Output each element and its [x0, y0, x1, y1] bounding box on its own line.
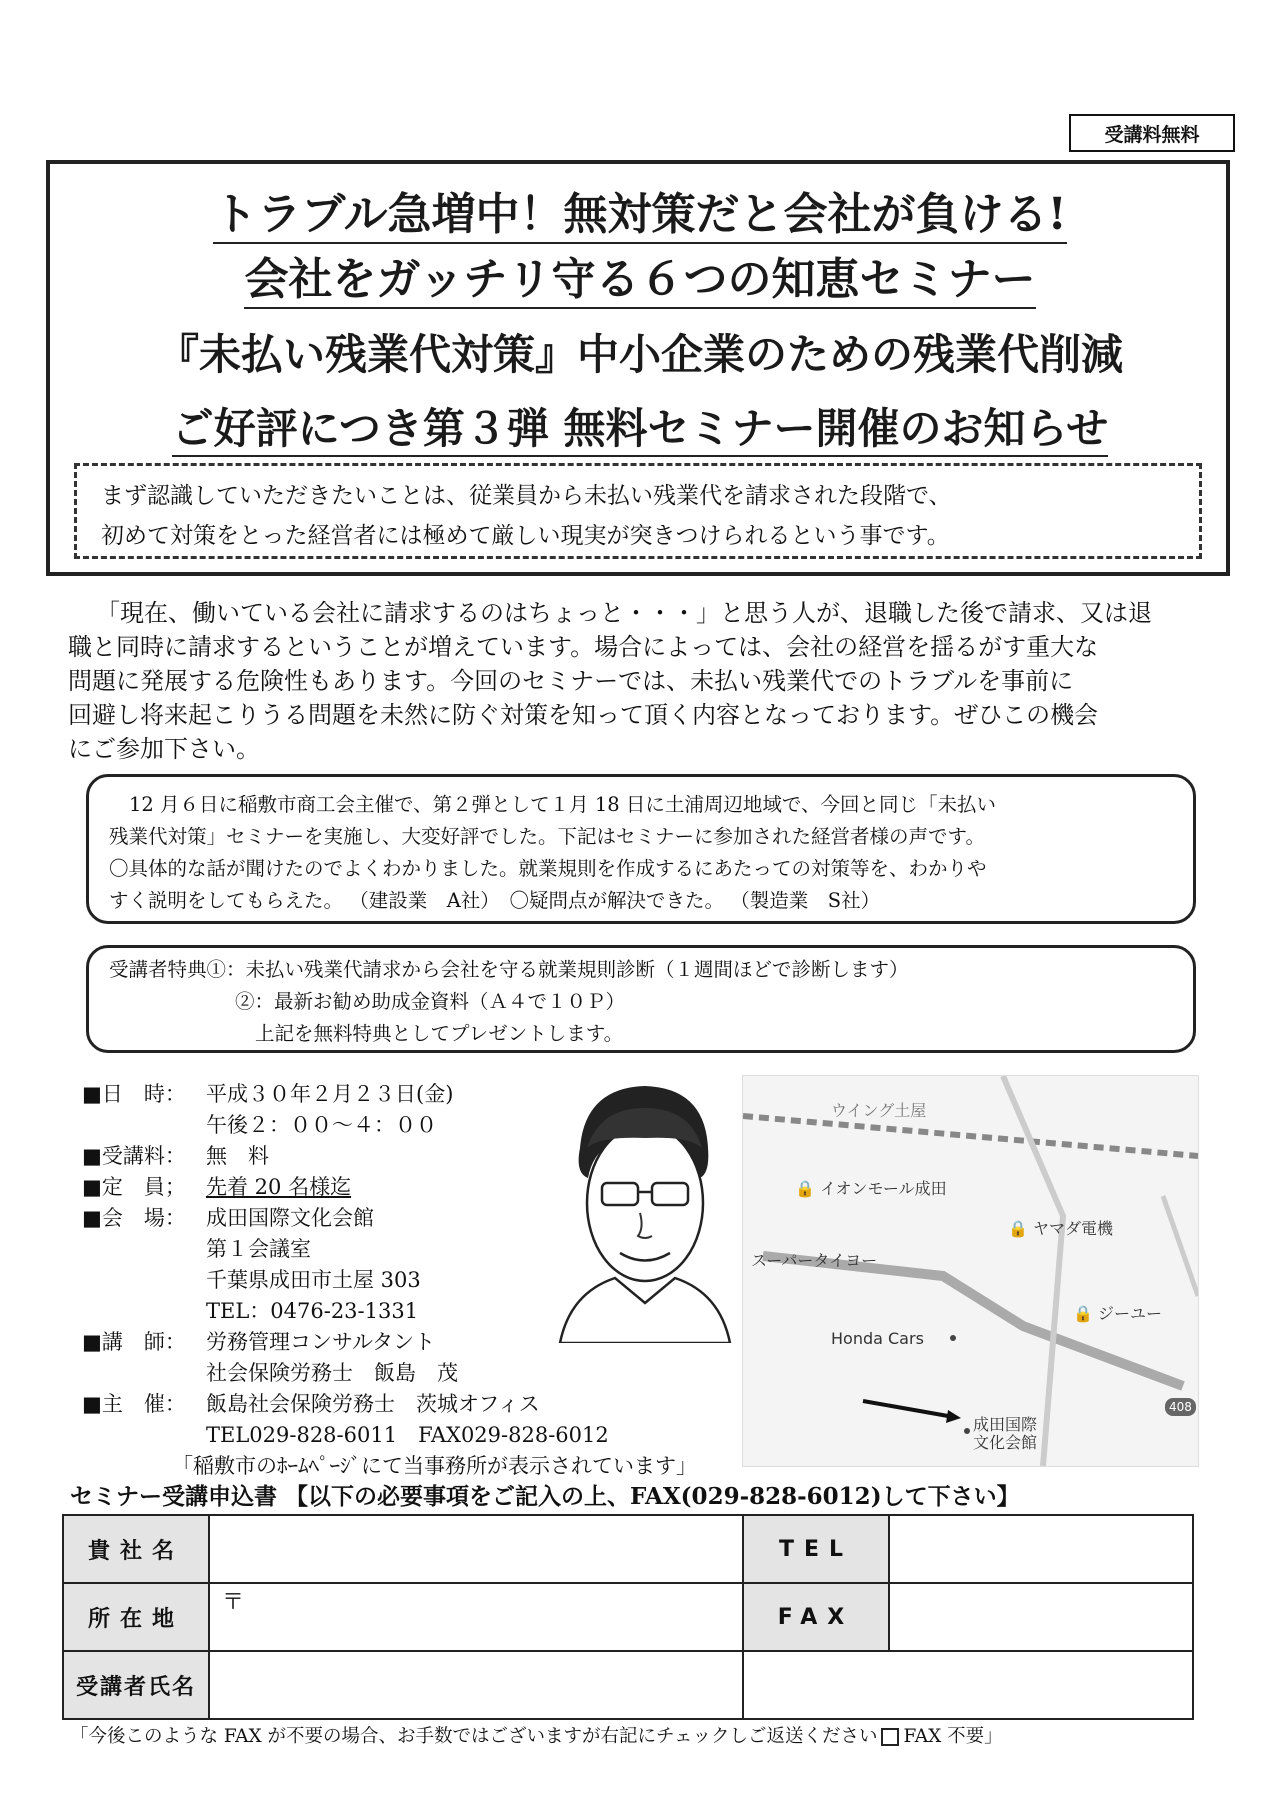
intro-line-2: 職と同時に請求するということが増えています。場合によっては、会社の経営を揺るがす重大な [68, 633, 1099, 661]
intro-line-3: 問題に発展する危険性もあります。今回のセミナーでは、未払い残業代でのトラブルを事前に [68, 667, 1074, 695]
host-contact: TEL029-828-6011 FAX029-828-6012 [206, 1423, 609, 1447]
host-name: 飯島社会保険労務士 茨城オフィス [206, 1392, 540, 1416]
title-line-1: トラブル急増中！無対策だと会社が負ける! [60, 178, 1220, 242]
capacity-label: ■定 員； [82, 1175, 186, 1199]
fee-value: 無 料 [206, 1144, 269, 1168]
notice-line-2: 初めて対策をとった経営者には極めて厳しい現実が突きつけられるという事です。 [101, 523, 950, 549]
time-value: 午後２：００～４：００ [206, 1113, 437, 1137]
intro-line-5: にご参加下さい。 [68, 735, 260, 763]
lock-icon: 🔒 [1073, 1304, 1093, 1323]
application-form [62, 1514, 1194, 1720]
fee-label: ■受講料： [82, 1144, 186, 1168]
intro-line-1: 「現在、働いている会社に請求するのはちょっと・・・」と思う人が、退職した後で請求、又は退 [96, 599, 1152, 627]
venue-map [742, 1075, 1199, 1467]
venue-label: ■会 場： [82, 1206, 186, 1230]
free-fee-badge: 受講料無料 [1069, 114, 1235, 152]
lecturer-title: 労務管理コンサルタント [206, 1330, 436, 1354]
map-label-venue: 成田国際 文化会館 [973, 1415, 1038, 1452]
notice-line-1: まず認識していただきたいことは、従業員から未払い残業代を請求された段階で、 [101, 483, 952, 509]
fax-unneeded-checkbox[interactable] [881, 1728, 899, 1746]
title-line-3: 『未払い残業代対策』中小企業のための残業代削減 [156, 330, 1123, 379]
tel-label: TEL [743, 1515, 889, 1583]
host-label: ■主 催： [82, 1392, 186, 1416]
fax-label: FAX [743, 1583, 889, 1651]
application-title: セミナー受講申込書 【以下の必要事項をご記入の上、FAX(029-828-6012)して下さい】 [70, 1483, 1020, 1510]
venue-name: 成田国際文化会館 [206, 1206, 374, 1230]
address-label: 所在地 [63, 1583, 209, 1651]
lock-icon: 🔒 [795, 1179, 815, 1198]
date-label: ■日 時： [82, 1082, 186, 1106]
map-label-gu: 🔒 ジーユー [1073, 1304, 1163, 1323]
attendee-label: 受講者氏名 [63, 1651, 209, 1719]
host-note: 「稲敷市のﾎｰﾑﾍﾟｰｼﾞにて当事務所が表示されています」 [172, 1454, 697, 1478]
address-input[interactable] [209, 1583, 743, 1651]
attendee-input-1[interactable] [209, 1651, 743, 1719]
voice-line-4: すく説明をしてもらえた。 （建設業 A社） 〇疑問点が解決できた。 （製造業 S社） [109, 889, 881, 912]
title-line-4: ご好評につき第３弾 無料セミナー開催のお知らせ [60, 396, 1220, 456]
date-value: 平成３０年２月２３日(金) [206, 1082, 454, 1106]
fax-optout-note: 「今後このような FAX が不要の場合、お手数ではございますが右記にチェックしご返送ください FAX 不要」 [70, 1726, 1003, 1747]
map-label-wing: ウイング土屋 [831, 1101, 927, 1120]
venue-tel: TEL：0476-23-1331 [206, 1299, 419, 1323]
lecturer-name: 社会保険労務士 飯島 茂 [206, 1361, 458, 1385]
venue-room: 第１会議室 [206, 1237, 311, 1261]
title-line-2: 会社をガッチリ守る６つの知恵セミナー [60, 243, 1220, 307]
attendee-benefits-box [86, 945, 1196, 1053]
lecturer-portrait [540, 1078, 740, 1343]
participant-voices-box [86, 774, 1196, 924]
map-label-honda: Honda Cars [831, 1329, 924, 1348]
postal-mark: 〒 [222, 1590, 245, 1615]
voice-line-2: 残業代対策」セミナーを実施し、大変好評でした。下記はセミナーに参加された経営者様の声です。 [109, 825, 985, 848]
lecturer-label: ■講 師： [82, 1330, 186, 1354]
map-label-yamada: 🔒 ヤマダ電機 [1008, 1219, 1114, 1238]
benefit-line-1: 受講者特典①：未払い残業代請求から会社を守る就業規則診断（１週間ほどで診断します） [109, 958, 909, 981]
attendee-input-2[interactable] [743, 1651, 1193, 1719]
map-route-badge: 408 [1165, 1398, 1196, 1416]
map-label-supertaiyo: スーパータイヨー [751, 1251, 878, 1270]
map-label-aeon: 🔒 イオンモール成田 [795, 1179, 947, 1198]
warning-notice [74, 463, 1202, 559]
tel-input[interactable] [889, 1515, 1193, 1583]
company-label: 貴社名 [63, 1515, 209, 1583]
voice-line-1: 12 月６日に稲敷市商工会主催で、第２弾として１月 18 日に土浦周辺地域で、今回と同じ「未払い [129, 793, 996, 816]
voice-line-3: 〇具体的な話が聞けたのでよくわかりました。就業規則を作成するにあたっての対策等を、わかりや [109, 857, 987, 880]
intro-line-4: 回避し将来起こりうる問題を未然に防ぐ対策を知って頂く内容となっております。ぜひこの機会 [68, 701, 1099, 729]
company-input[interactable] [209, 1515, 743, 1583]
fax-input[interactable] [889, 1583, 1193, 1651]
intro-paragraph [68, 596, 1228, 766]
benefit-line-2: ②：最新お勧め助成金資料（Ａ４で１０Ｐ） [235, 990, 626, 1013]
capacity-value: 先着 20 名様迄 [206, 1175, 352, 1199]
lock-icon: 🔒 [1008, 1219, 1028, 1238]
benefit-line-3: 上記を無料特典としてプレゼントします。 [255, 1022, 624, 1045]
venue-address: 千葉県成田市土屋 303 [206, 1268, 421, 1292]
